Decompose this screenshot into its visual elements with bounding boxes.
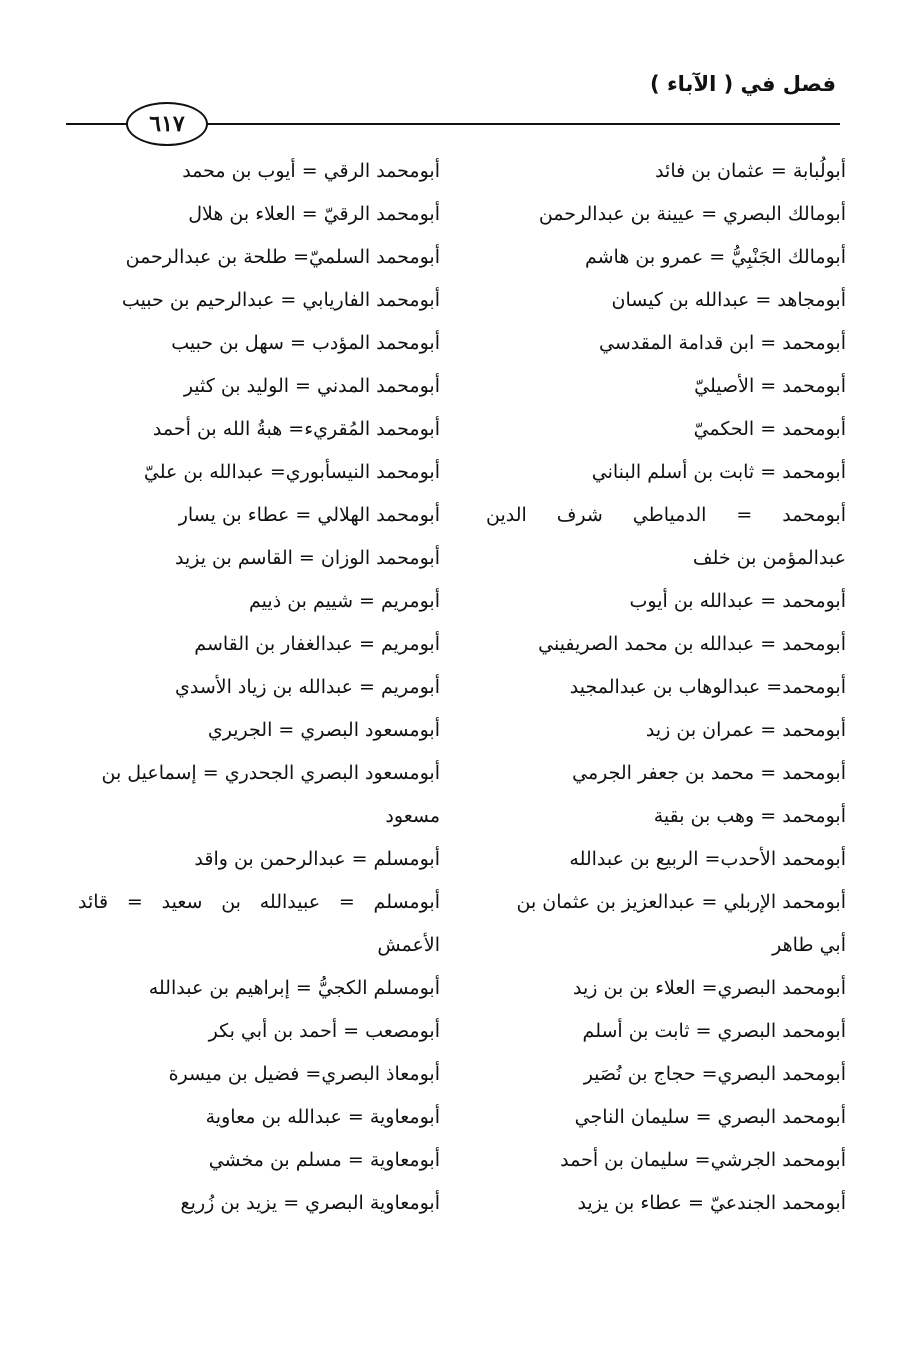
list-item: أبومحمد السلميّ= طلحة بن عبدالرحمن (125, 246, 440, 268)
list-item: أبومحمد المُقريء= هبةُ الله بن أحمد (152, 418, 440, 440)
list-item: أبومحمد = الحكميّ (693, 418, 846, 440)
list-item: أبومحمد الرقي = أيوب بن محمد (182, 160, 440, 182)
list-item: أبومحمد = ابن قدامة المقدسي (599, 332, 846, 354)
list-item: أبومحمد الرقيّ = العلاء بن هلال (188, 203, 440, 225)
list-item: أبومحمد الإربلي = عبدالعزيز بن عثمان بن (516, 891, 846, 913)
list-item-continuation: الأعمش (377, 934, 440, 956)
list-item: أبومحمد الهلالي = عطاء بن يسار (178, 504, 440, 526)
list-item-continuation: مسعود (385, 805, 440, 827)
list-item: أبومعاذ البصري= فضيل بن ميسرة (168, 1063, 440, 1085)
list-item: أبولُبابة = عثمان بن فائد (655, 160, 846, 182)
list-item: أبومسلم الكجيُّ = إبراهيم بن عبدالله (148, 977, 440, 999)
list-item-continuation: أبي طاهر (772, 934, 846, 956)
list-item: أبومريم = عبدالله بن زياد الأسدي (174, 676, 440, 698)
list-item: أبومحمد الجرشي= سليمان بن أحمد (560, 1149, 846, 1171)
page-number-badge: ٦١٧ (126, 102, 208, 146)
list-item: أبومحمد المدني = الوليد بن كثير (183, 375, 440, 397)
list-item: أبومحمد = عبدالله بن أيوب (629, 590, 846, 612)
page-header-title: فصل في ( الآباء ) (650, 72, 836, 96)
list-item: أبومالك البصري = عيينة بن عبدالرحمن (538, 203, 846, 225)
list-item: أبومحمد الجندعيّ = عطاء بن يزيد (577, 1192, 846, 1214)
list-item: أبومحمد = وهب بن بقية (653, 805, 846, 827)
list-item: أبومحمد = محمد بن جعفر الجرمي (572, 762, 846, 784)
list-item: أبومحمد الأحدب= الربيع بن عبدالله (569, 848, 846, 870)
list-item: أبومحمد = عبدالله بن محمد الصريفيني (538, 633, 846, 655)
list-item: أبومسعود البصري = الجريري (207, 719, 440, 741)
list-item: أبومعاوية البصري = يزيد بن زُريع (180, 1192, 440, 1214)
list-item: أبومحمد البصري= العلاء بن بن زيد (573, 977, 846, 999)
list-item: أبومعاوية = مسلم بن مخشي (208, 1149, 440, 1171)
list-item: أبومحمد النيسأبوري= عبدالله بن عليّ (143, 461, 440, 483)
list-item: أبومصعب = أحمد بن أبي بكر (208, 1020, 440, 1042)
list-item: أبومحمد = ثابت بن أسلم البناني (591, 461, 846, 483)
list-item-continuation: عبدالمؤمن بن خلف (692, 547, 846, 569)
list-item: أبومحمد = الدمياطي شرف الدين (486, 504, 846, 526)
right-column (486, 150, 846, 1225)
list-item: أبومسلم = عبدالرحمن بن واقد (194, 848, 440, 870)
list-item: أبومسعود البصري الجحدري = إسماعيل بن (101, 762, 440, 784)
list-item: أبومحمد البصري= حجاج بن نُصَير (583, 1063, 846, 1085)
list-item: أبومريم = شييم بن ذييم (249, 590, 440, 612)
list-item: أبومحمد الوزان = القاسم بن يزيد (174, 547, 440, 569)
list-item: أبومحمد المؤدب = سهل بن حبيب (171, 332, 440, 354)
left-column (78, 150, 440, 1225)
list-item: أبومريم = عبدالغفار بن القاسم (194, 633, 440, 655)
list-item: أبومجاهد = عبدالله بن كيسان (611, 289, 846, 311)
list-item: أبومحمد الفاريابي = عبدالرحيم بن حبيب (121, 289, 440, 311)
list-item: أبومسلم = عبيدالله بن سعيد = قائد (78, 891, 440, 913)
list-item: أبومعاوية = عبدالله بن معاوية (205, 1106, 440, 1128)
list-item: أبومحمد البصري = سليمان الناجي (574, 1106, 846, 1128)
list-item: أبومحمد= عبدالوهاب بن عبدالمجيد (569, 676, 846, 698)
list-item: أبومحمد البصري = ثابت بن أسلم (582, 1020, 846, 1042)
list-item: أبومالك الجَنْبِيُّ = عمرو بن هاشم (584, 246, 846, 268)
list-item: أبومحمد = عمران بن زيد (645, 719, 846, 741)
list-item: أبومحمد = الأصيليّ (694, 375, 846, 397)
